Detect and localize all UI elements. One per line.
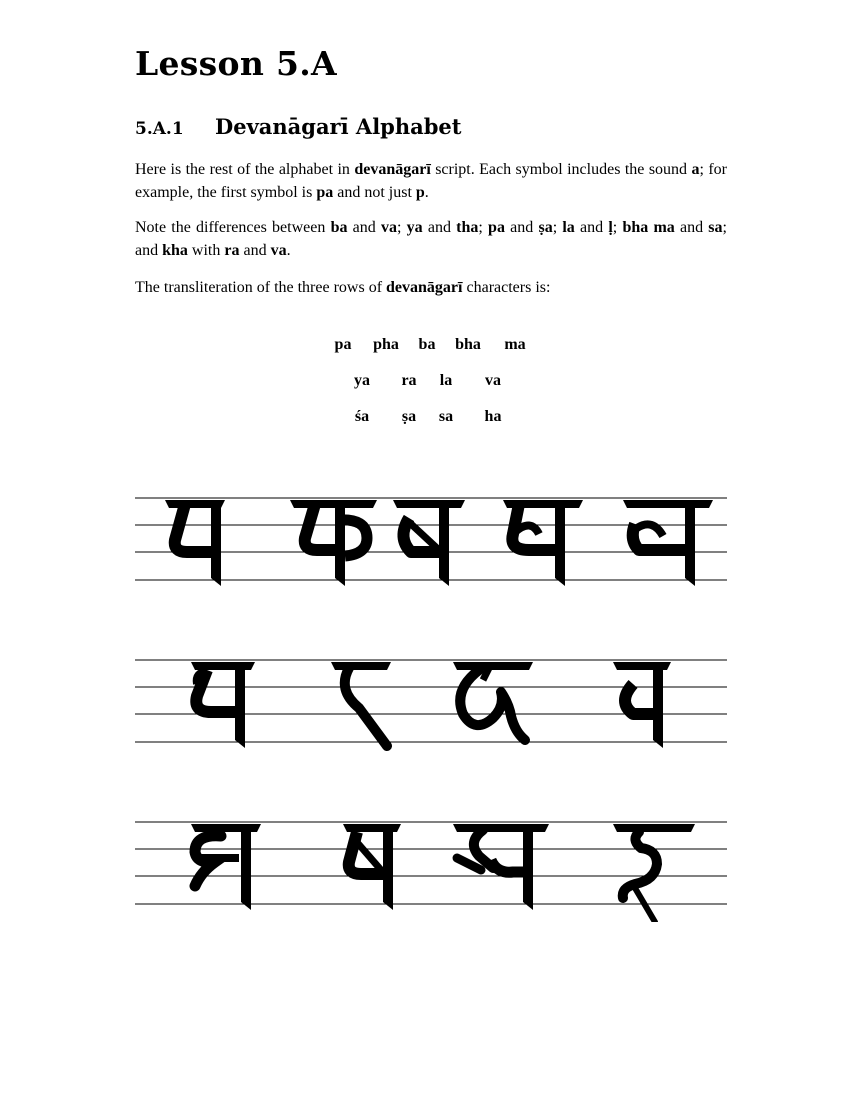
bold-term: ḷ (608, 219, 613, 236)
text-run: and (674, 219, 709, 236)
bold-term: tha (456, 219, 479, 236)
glyph-ma (623, 500, 713, 586)
text-run: and not just (333, 184, 416, 201)
translit-pa: pa (334, 336, 352, 353)
glyph-la (453, 662, 533, 740)
glyph-row-3 (135, 812, 727, 922)
text-run: ; and (135, 219, 727, 259)
bold-term: a (691, 161, 700, 178)
glyph-sha (191, 824, 261, 910)
translit-bha: bha (455, 336, 481, 353)
text-run: and (422, 219, 457, 236)
section-heading (135, 114, 461, 139)
translit-sha: śa (354, 408, 370, 425)
glyph-bha (503, 500, 583, 586)
translit-ssa: ṣa (401, 408, 417, 425)
bold-term: la (562, 219, 575, 236)
bold-term: va (270, 242, 287, 259)
transliteration-row-1 (0, 336, 850, 360)
translit-pha: pha (373, 336, 399, 353)
section-number: 5.A.1 (135, 119, 184, 139)
text-run: The transliteration of the three rows of (135, 279, 387, 296)
text-run: and (347, 219, 381, 236)
bold-term: pa (488, 219, 505, 236)
glyph-ra (331, 662, 391, 746)
translit-la: la (439, 372, 453, 389)
bold-term: devanāgarī (386, 279, 463, 296)
glyph-ba (393, 500, 465, 586)
bold-term: bha ma (622, 219, 675, 236)
bold-term: devanāgarī (354, 161, 431, 178)
text-run: with (187, 242, 225, 259)
glyph-row-2 (135, 650, 727, 760)
glyph-pha (290, 500, 377, 586)
bold-term: ya (406, 219, 423, 236)
bold-term: ba (330, 219, 348, 236)
text-run: ; (612, 219, 623, 236)
text-run: . (286, 242, 291, 259)
text-run: . (424, 184, 429, 201)
text-run: ; for example, the first symbol is (135, 161, 727, 201)
bold-term: ra (224, 242, 240, 259)
text-run: script. Each symbol includes the sound (430, 161, 692, 178)
bold-term: sa (708, 219, 723, 236)
text-run: Here is the rest of the alphabet in (135, 161, 355, 178)
bold-term: va (380, 219, 397, 236)
transliteration-row-3 (0, 408, 850, 432)
glyph-pa (165, 500, 225, 586)
text-run: and (504, 219, 539, 236)
bold-term: pa (316, 184, 334, 201)
glyph-va (613, 662, 671, 748)
text-run: characters is: (462, 279, 551, 296)
translit-ya: ya (354, 372, 370, 389)
differences-paragraph (135, 216, 727, 262)
section-title: Devanāgarī Alphabet (215, 114, 462, 139)
translit-ra: ra (401, 372, 417, 389)
transliteration-intro-paragraph (135, 276, 727, 299)
text-run: Note the differences between (135, 219, 331, 236)
bold-term: ṣa (538, 219, 553, 236)
glyph-row-1 (135, 488, 727, 598)
glyph-ssa (343, 824, 401, 910)
translit-sa: sa (438, 408, 454, 425)
bold-term: kha (162, 242, 188, 259)
translit-va: va (485, 372, 501, 389)
text-run: and (574, 219, 609, 236)
text-run: ; (396, 219, 407, 236)
glyph-sa (453, 824, 549, 910)
text-run: ; (478, 219, 489, 236)
glyph-ya (191, 662, 255, 748)
text-run: and (239, 242, 271, 259)
transliteration-row-2 (0, 372, 850, 396)
translit-ha: ha (484, 408, 502, 425)
lesson-title: Lesson 5.A (135, 44, 337, 83)
intro-paragraph (135, 158, 727, 204)
translit-ma: ma (504, 336, 526, 353)
translit-ba: ba (418, 336, 436, 353)
text-run: ; (552, 219, 563, 236)
bold-term: p (415, 184, 425, 201)
glyph-ha (613, 824, 695, 922)
